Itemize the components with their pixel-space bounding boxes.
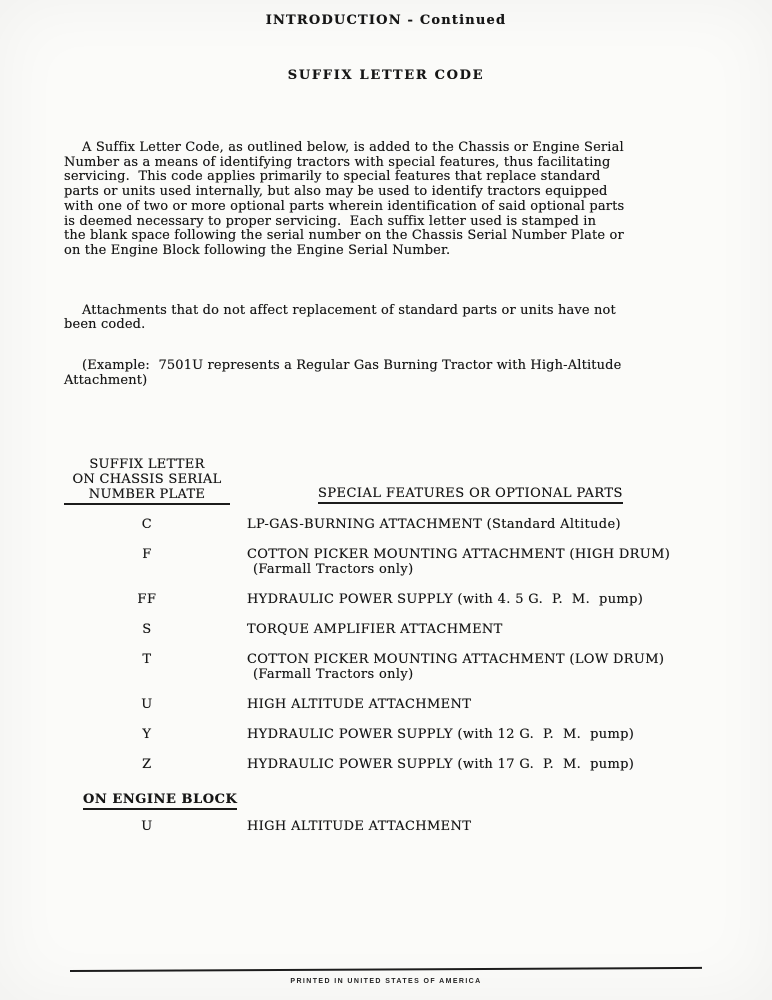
feature-text: COTTON PICKER MOUNTING ATTACHMENT (LOW DRUM) [247,652,665,667]
feature-text: LP-GAS-BURNING ATTACHMENT (Standard Altitude) [247,517,621,532]
paragraph [64,141,732,259]
suffix-letter: S [142,622,152,637]
feature-cell [194,727,724,742]
text-line: with one of two or more optional parts wherein identification of said optional parts [64,198,625,214]
engine-block-table [100,819,724,849]
feature-note: (Farmall Tractors only) [253,562,414,577]
text-line: Number as a means of identifying tractors with special features, thus facilitating [64,154,611,170]
table-row [100,697,724,712]
table-row [100,727,724,742]
table-column2-header: SPECIAL FEATURES OR OPTIONAL PARTS [318,487,623,504]
feature-cell [194,517,724,532]
table-row [100,517,724,532]
header-line: SUFFIX LETTER [89,457,205,472]
table-column1-header [64,457,230,505]
feature-text: HIGH ALTITUDE ATTACHMENT [247,697,472,712]
page-title: SUFFIX LETTER CODE [287,68,485,83]
suffix-letter: C [141,517,153,532]
feature-text: HYDRAULIC POWER SUPPLY (with 4. 5 G. P. M. pump) [247,592,644,607]
feature-text: COTTON PICKER MOUNTING ATTACHMENT (HIGH DRUM) [247,547,671,562]
text-line: (Example: 7501U represents a Regular Gas Burning Tractor with High-Altitude [82,358,622,374]
suffix-letter: Y [142,727,152,742]
feature-cell [194,592,724,607]
suffix-code-table [100,517,724,787]
table-row [100,592,724,607]
feature-cell [194,622,724,637]
text-line: been coded. [64,317,146,333]
paragraph [64,359,732,388]
text-line: servicing. This code applies primarily to special features that replace standard [64,169,601,185]
table-row [100,547,724,577]
text-line: Attachment) [64,372,148,388]
text-line: the blank space following the serial number on the Chassis Serial Number Plate or [64,228,624,244]
suffix-letter: U [141,697,153,712]
suffix-letter: T [142,652,152,667]
text-line: parts or units used internally, but also may be used to identify tractors equipped [64,184,608,200]
body-paragraphs [64,141,732,388]
header-line: ON CHASSIS SERIAL [72,472,222,487]
printed-notice: PRINTED IN UNITED STATES OF AMERICA [290,978,482,985]
feature-text: HYDRAULIC POWER SUPPLY (with 12 G. P. M. pump) [247,727,635,742]
feature-cell [194,697,724,712]
paragraph [64,304,732,333]
text-line: on the Engine Block following the Engine Serial Number. [64,242,451,258]
suffix-letter: F [142,547,152,562]
suffix-letter: U [141,819,153,834]
table-row [100,652,724,682]
feature-text: TORQUE AMPLIFIER ATTACHMENT [247,622,503,637]
text-line: is deemed necessary to proper servicing. Each suffix letter used is stamped in [64,213,597,229]
engine-block-heading: ON ENGINE BLOCK [83,792,237,810]
feature-text: HYDRAULIC POWER SUPPLY (with 17 G. P. M. pump) [247,757,635,772]
text-line: A Suffix Letter Code, as outlined below, is added to the Chassis or Engine Serial [82,140,624,155]
feature-cell [194,819,724,834]
running-head: INTRODUCTION - Continued [265,13,507,28]
header-line: NUMBER PLATE [88,487,206,502]
feature-cell [194,547,724,577]
table-row [100,622,724,637]
table-row [100,819,724,834]
feature-cell [194,652,724,682]
table-row [100,757,724,772]
suffix-letter: Z [142,757,152,772]
feature-text: HIGH ALTITUDE ATTACHMENT [247,819,472,834]
feature-note: (Farmall Tractors only) [253,667,414,682]
footer-rule [70,967,702,972]
feature-cell [194,757,724,772]
text-line: Attachments that do not affect replacement of standard parts or units have not [82,302,616,318]
suffix-letter: FF [137,592,157,607]
